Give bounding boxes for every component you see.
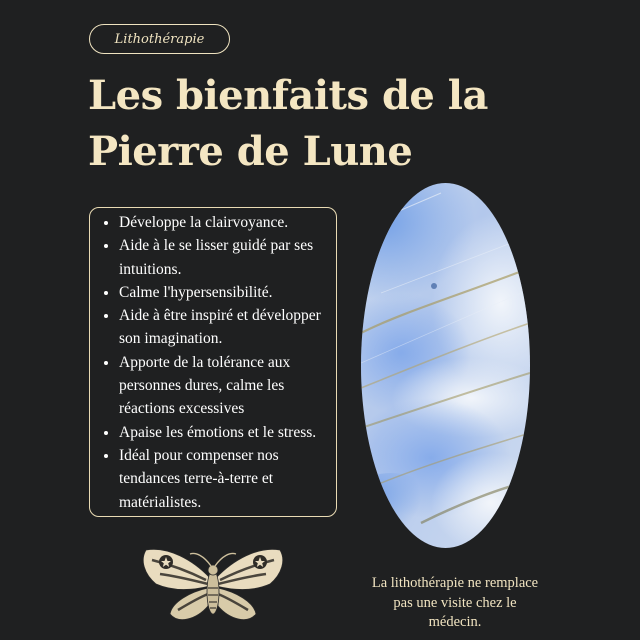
list-item: • Apporte de la tolérance aux personnes dures, calme les réactions excessives — [119, 351, 334, 421]
moth-illustration-icon — [138, 540, 288, 635]
list-item: • Idéal pour compenser nos tendances terre-à-terre et matérialistes. — [119, 444, 334, 514]
list-item: • Développe la clairvoyance. — [119, 211, 334, 234]
list-item: • Apaise les émotions et le stress. — [119, 421, 334, 444]
category-tag-label: Lithothérapie — [114, 31, 205, 47]
list-item: • Calme l'hypersensibilité. — [119, 281, 334, 304]
disclaimer-text: La lithothérapie ne remplace pas une visite chez le médecin. — [371, 575, 539, 630]
page-title: Les bienfaits de la Pierre de Lune — [88, 72, 488, 175]
list-item: • Aide à être inspiré et développer son imagination. — [119, 304, 334, 351]
list-item: • Aide à le se lisser guidé par ses intuitions. — [119, 234, 334, 281]
benefits-list — [90, 211, 336, 514]
category-tag — [89, 24, 230, 54]
benefits-box — [89, 207, 337, 517]
moonstone-image — [361, 183, 530, 548]
